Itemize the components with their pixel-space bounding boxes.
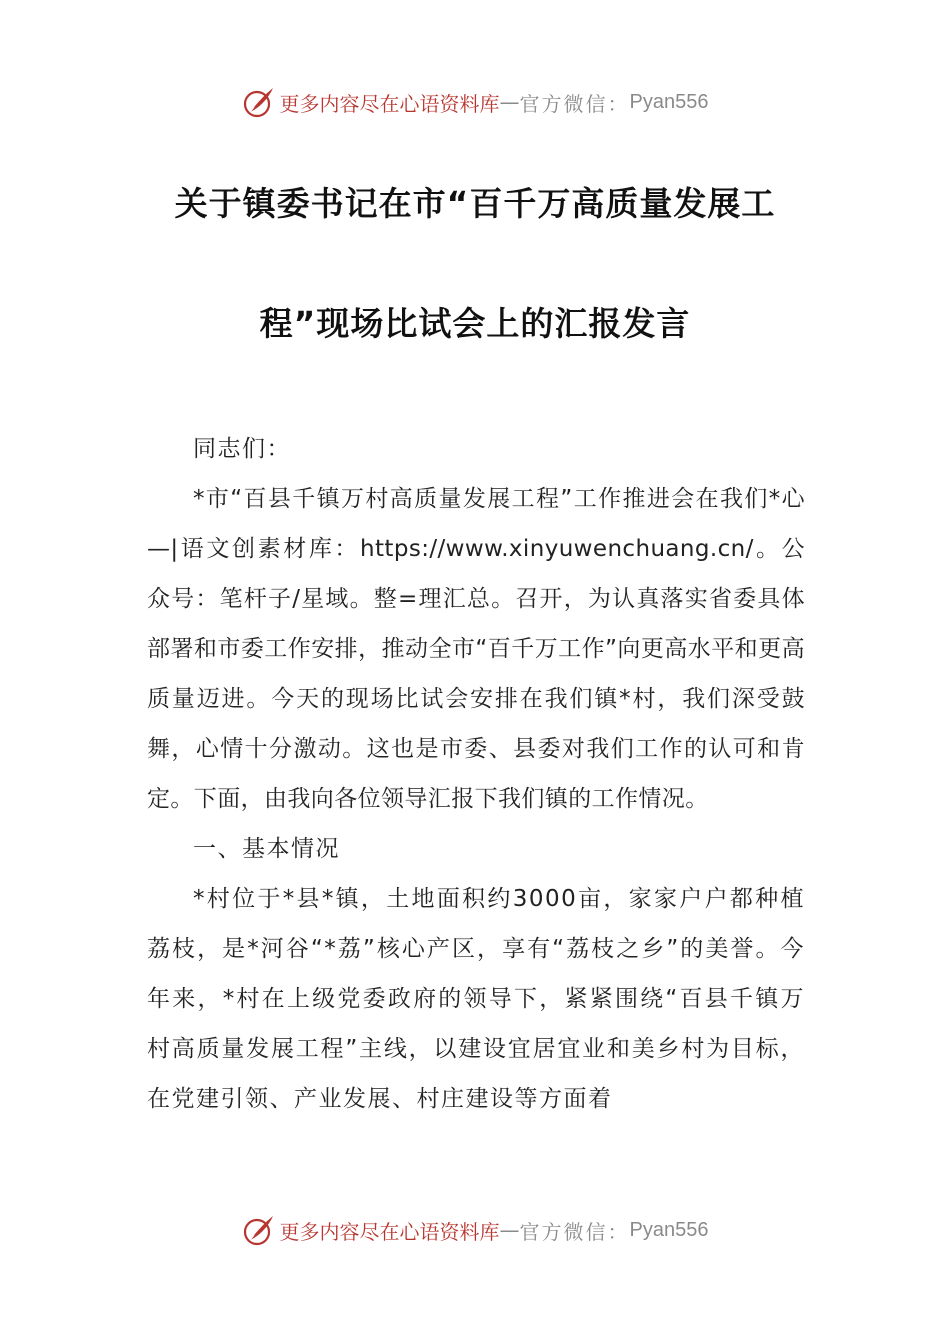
paragraph-1: *市“百县千镇万村高质量发展工程”工作推进会在我们*心—|语文创素材库：https://www.xinyuwenchuang.cn/。公众号：笔杆子/星域。整=理汇总。召开，为认真落实省委具体部署和市委工作安排，推动全市“百千万工作”向更高水平和更高质量迈进。今天的现场比试会安排在我们镇*村，我们深受鼓舞，心情十分激动。这也是市委、县委对我们工作的认可和肯定。下面，由我向各位领导汇报下我们镇的工作情况。 xyxy=(147,486,805,812)
document-title-line-2: 程”现场比试会上的汇报发言 xyxy=(259,304,691,343)
watermark-brand: 更多内容尽在心语资料库 xyxy=(279,91,500,116)
watermark-brand: 更多内容尽在心语资料库 xyxy=(279,1219,500,1244)
watermark-label: 官方微信： xyxy=(519,91,630,116)
section-heading-1: 一、基本情况 xyxy=(193,836,340,862)
quill-pen-icon xyxy=(242,85,276,119)
watermark-account: Pyan556 xyxy=(629,1218,709,1241)
watermark-account: Pyan556 xyxy=(629,90,709,113)
document-title-line-1: 关于镇委书记在市“百千万高质量发展工 xyxy=(174,184,776,223)
watermark-dash: — xyxy=(499,90,520,114)
header-watermark xyxy=(0,80,950,124)
footer-watermark xyxy=(0,1208,950,1252)
paragraph-2: *村位于*县*镇，土地面积约3000亩，家家户户都种植荔枝，是*河谷“*荔”核心产区，享有“荔枝之乡”的美誉。今年来，*村在上级党委政府的领导下，紧紧围绕“百县千镇万村高质量发展工程”主线，以建设宜居宜业和美乡村为目标，在党建引领、产业发展、村庄建设等方面着 xyxy=(147,886,805,1112)
watermark-dash: — xyxy=(499,1218,520,1242)
watermark-label: 官方微信： xyxy=(519,1219,630,1244)
quill-pen-icon xyxy=(242,1213,276,1247)
salutation: 同志们： xyxy=(193,436,291,462)
document-body xyxy=(147,424,805,1124)
